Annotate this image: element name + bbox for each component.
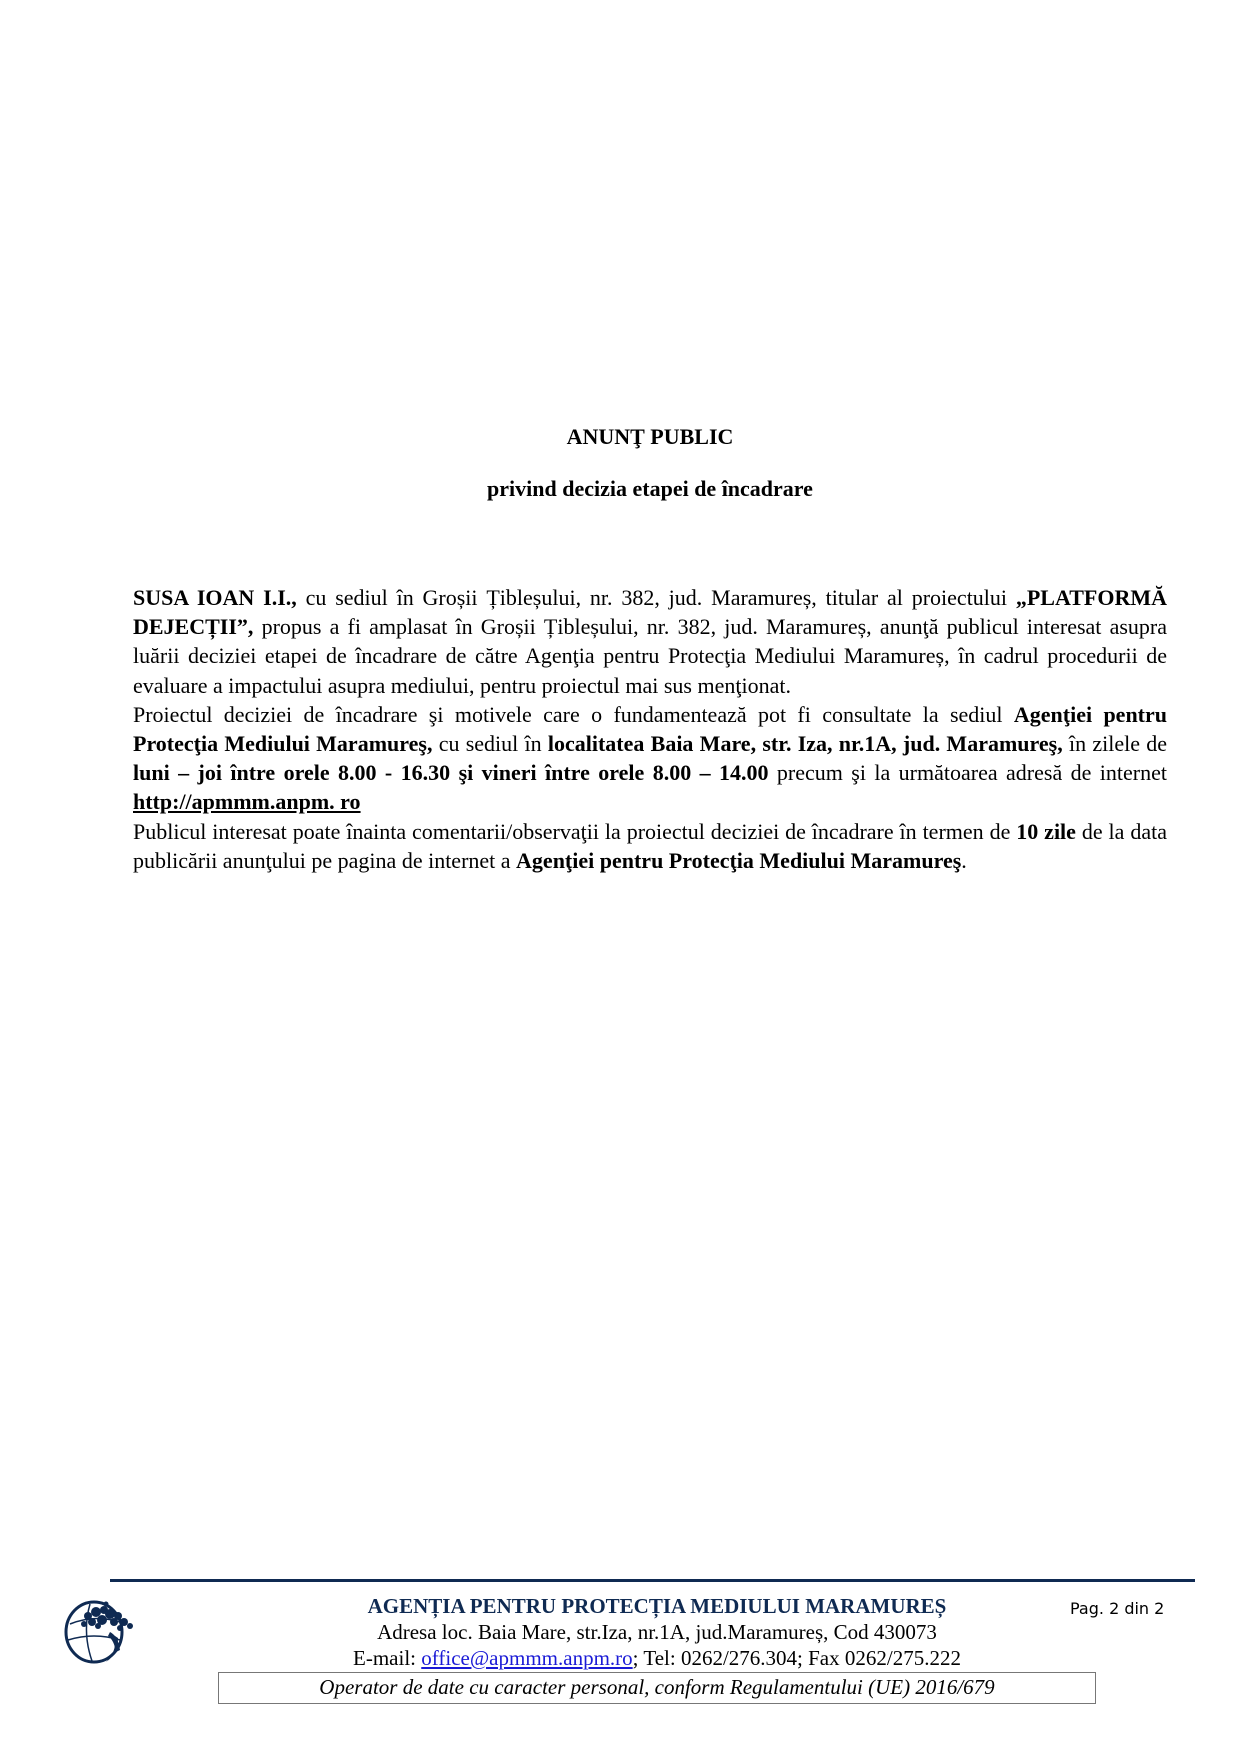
footer-agency-name: AGENȚIA PENTRU PROTECȚIA MEDIULUI MARAMUREȘ — [367, 1594, 947, 1618]
company-name: SUSA IOAN I.I., — [133, 585, 297, 610]
text: de la data publicării anunţului pe pagina de internet a — [133, 818, 1167, 873]
phone-fax: ; Tel: 0262/276.304; Fax 0262/275.222 — [632, 1646, 961, 1670]
text: . — [961, 847, 967, 873]
text: cu sediul în — [432, 731, 548, 757]
gdpr-notice: Operator de date cu caracter personal, conform Regulamentului (UE) 2016/679 — [218, 1672, 1096, 1704]
text: precum şi la următoarea adresă de internet — [768, 760, 1178, 786]
agency-name: Agenţiei pentru Protecţia Mediului Maramureş, — [133, 701, 1168, 757]
paragraph-project — [133, 583, 1167, 700]
email-label: E-mail: — [353, 1646, 422, 1670]
page-number: Pag. 2 din 2 — [1070, 1599, 1165, 1618]
agency-location: localitatea Baia Mare, str. Iza, nr.1A, jud. Maramureş, — [547, 731, 1063, 757]
footer-contact-line — [218, 1645, 1096, 1671]
document-subtitle: privind decizia etapei de încadrare — [487, 476, 813, 501]
announcement-body — [133, 583, 1178, 875]
text: Proiectul deciziei de încadrare şi motivele care o fundamentează pot fi consultate la sediul — [133, 701, 1014, 727]
comment-deadline: 10 zile — [1016, 818, 1076, 844]
project-name: „PLATFORMĂ DEJECȚII”, — [133, 585, 1167, 640]
office-hours: luni – joi între orele 8.00 - 16.30 şi vineri între orele 8.00 – 14.00 — [133, 760, 769, 786]
document-title: ANUNŢ PUBLIC — [566, 424, 734, 449]
text: în zilele de — [1062, 731, 1167, 757]
footer-divider — [110, 1579, 1195, 1582]
paragraph-consultation — [133, 700, 1178, 817]
footer-contact — [218, 1593, 1096, 1671]
text: cu sediul în Groșii Țibleșului, nr. 382, jud. Maramureș, titular al proiectului — [296, 585, 1016, 610]
website-link[interactable]: http://apmmm.anpm. ro — [133, 789, 361, 815]
paragraph-comments — [133, 817, 1167, 875]
agency-name: Agenţiei pentru Protecţia Mediului Maramureş — [516, 847, 962, 873]
text: Publicul interesat poate înainta comentarii/observaţii la proiectul deciziei de încadrare în termen de — [133, 818, 1017, 844]
email-link[interactable]: office@apmmm.anpm.ro — [421, 1646, 633, 1670]
globe-tree-logo-icon — [60, 1592, 140, 1668]
text: propus a fi amplasat în Groșii Țibleșului, nr. 382, jud. Maramureș, anunţă publicul interesat asupra luării deciziei etapei de încadrare de către Agenţia pentru Protecţia Mediului Maramureș, în cadrul procedurii de evaluare a impactului asupra mediului, pentru proiectul mai sus menţionat. — [133, 614, 1167, 698]
footer-address: Adresa loc. Baia Mare, str.Iza, nr.1A, jud.Maramureș, Cod 430073 — [377, 1620, 937, 1644]
